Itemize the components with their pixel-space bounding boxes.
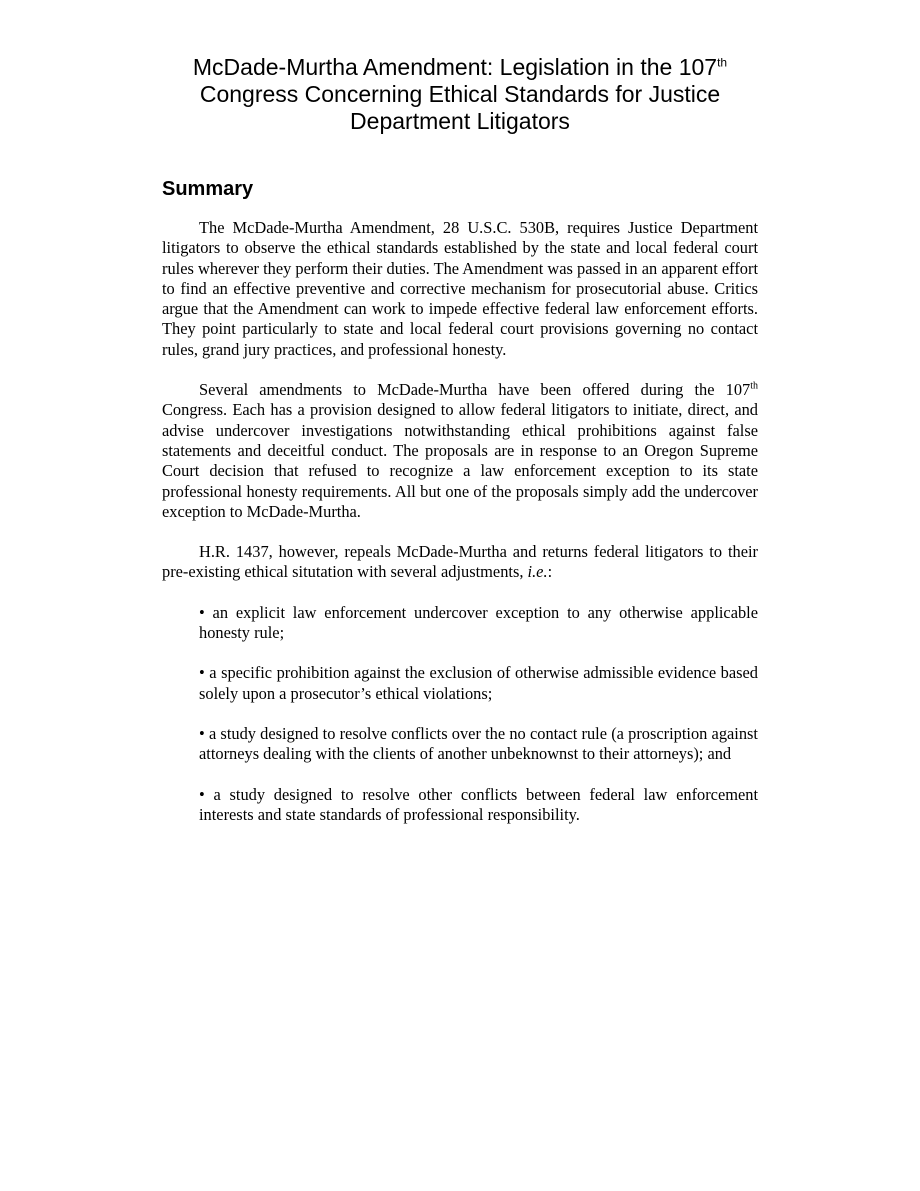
- list-item: • a specific prohibition against the exclusion of otherwise admissible evidence based solely upon a prosecutor’s ethical violations;: [199, 663, 758, 703]
- paragraph-2-start: Several amendments to McDade-Murtha have been offered during the 107: [199, 380, 751, 400]
- summary-paragraph-3: [162, 542, 758, 583]
- title-line-part2: Congress Concerning Ethical Standards for Justice Department Litigators: [199, 81, 721, 134]
- list-item: • an explicit law enforcement undercover exception to any otherwise applicable honesty rule;: [199, 602, 758, 643]
- paragraph-2-rest: Congress. Each has a provision designed to allow federal litigators to initiate, direct, and advise undercover investigations notwithstanding ethical prohibitions against false statements and deceitful conduct. The proposals are in response to an Oregon Supreme Court decision that refused to recognize a law enforcement exception to its state professional honesty requirements. All but one of the proposals simply add the undercover exception to McDade-Murtha.: [162, 400, 758, 521]
- title-superscript: th: [717, 55, 728, 70]
- document-page: [162, 54, 758, 845]
- document-title: [162, 54, 758, 135]
- paragraph-2-superscript: th: [750, 380, 758, 392]
- summary-heading: Summary: [162, 178, 254, 200]
- paragraph-3-end: :: [547, 562, 553, 582]
- list-item: • a study designed to resolve other conflicts between federal law enforcement interests and state standards of professional responsibility.: [199, 784, 758, 824]
- summary-paragraph-1: The McDade-Murtha Amendment, 28 U.S.C. 530B, requires Justice Department litigators to observe the ethical standards established by the state and local federal court rules wherever they perform their duties. The Amendment was passed in an apparent effort to find an effective preventive and corrective mechanism for prosecutorial abuse. Critics argue that the Amendment can work to impede effective federal law enforcement efforts. They point particularly to state and local federal court provisions governing no contact rules, grand jury practices, and professional honesty.: [162, 218, 758, 359]
- adjustments-list: [162, 603, 758, 825]
- paragraph-3-start: H.R. 1437, however, repeals McDade-Murtha and returns federal litigators to their pre-existing ethical situtation with several adjustments,: [162, 542, 758, 582]
- list-item: • a study designed to resolve conflicts over the no contact rule (a proscription against attorneys dealing with the clients of another unbeknownst to their attorneys); and: [199, 723, 758, 764]
- summary-paragraph-2: [162, 380, 758, 522]
- paragraph-3-italic: i.e.: [527, 562, 548, 582]
- title-line-part1: McDade-Murtha Amendment: Legislation in the 107: [192, 54, 718, 80]
